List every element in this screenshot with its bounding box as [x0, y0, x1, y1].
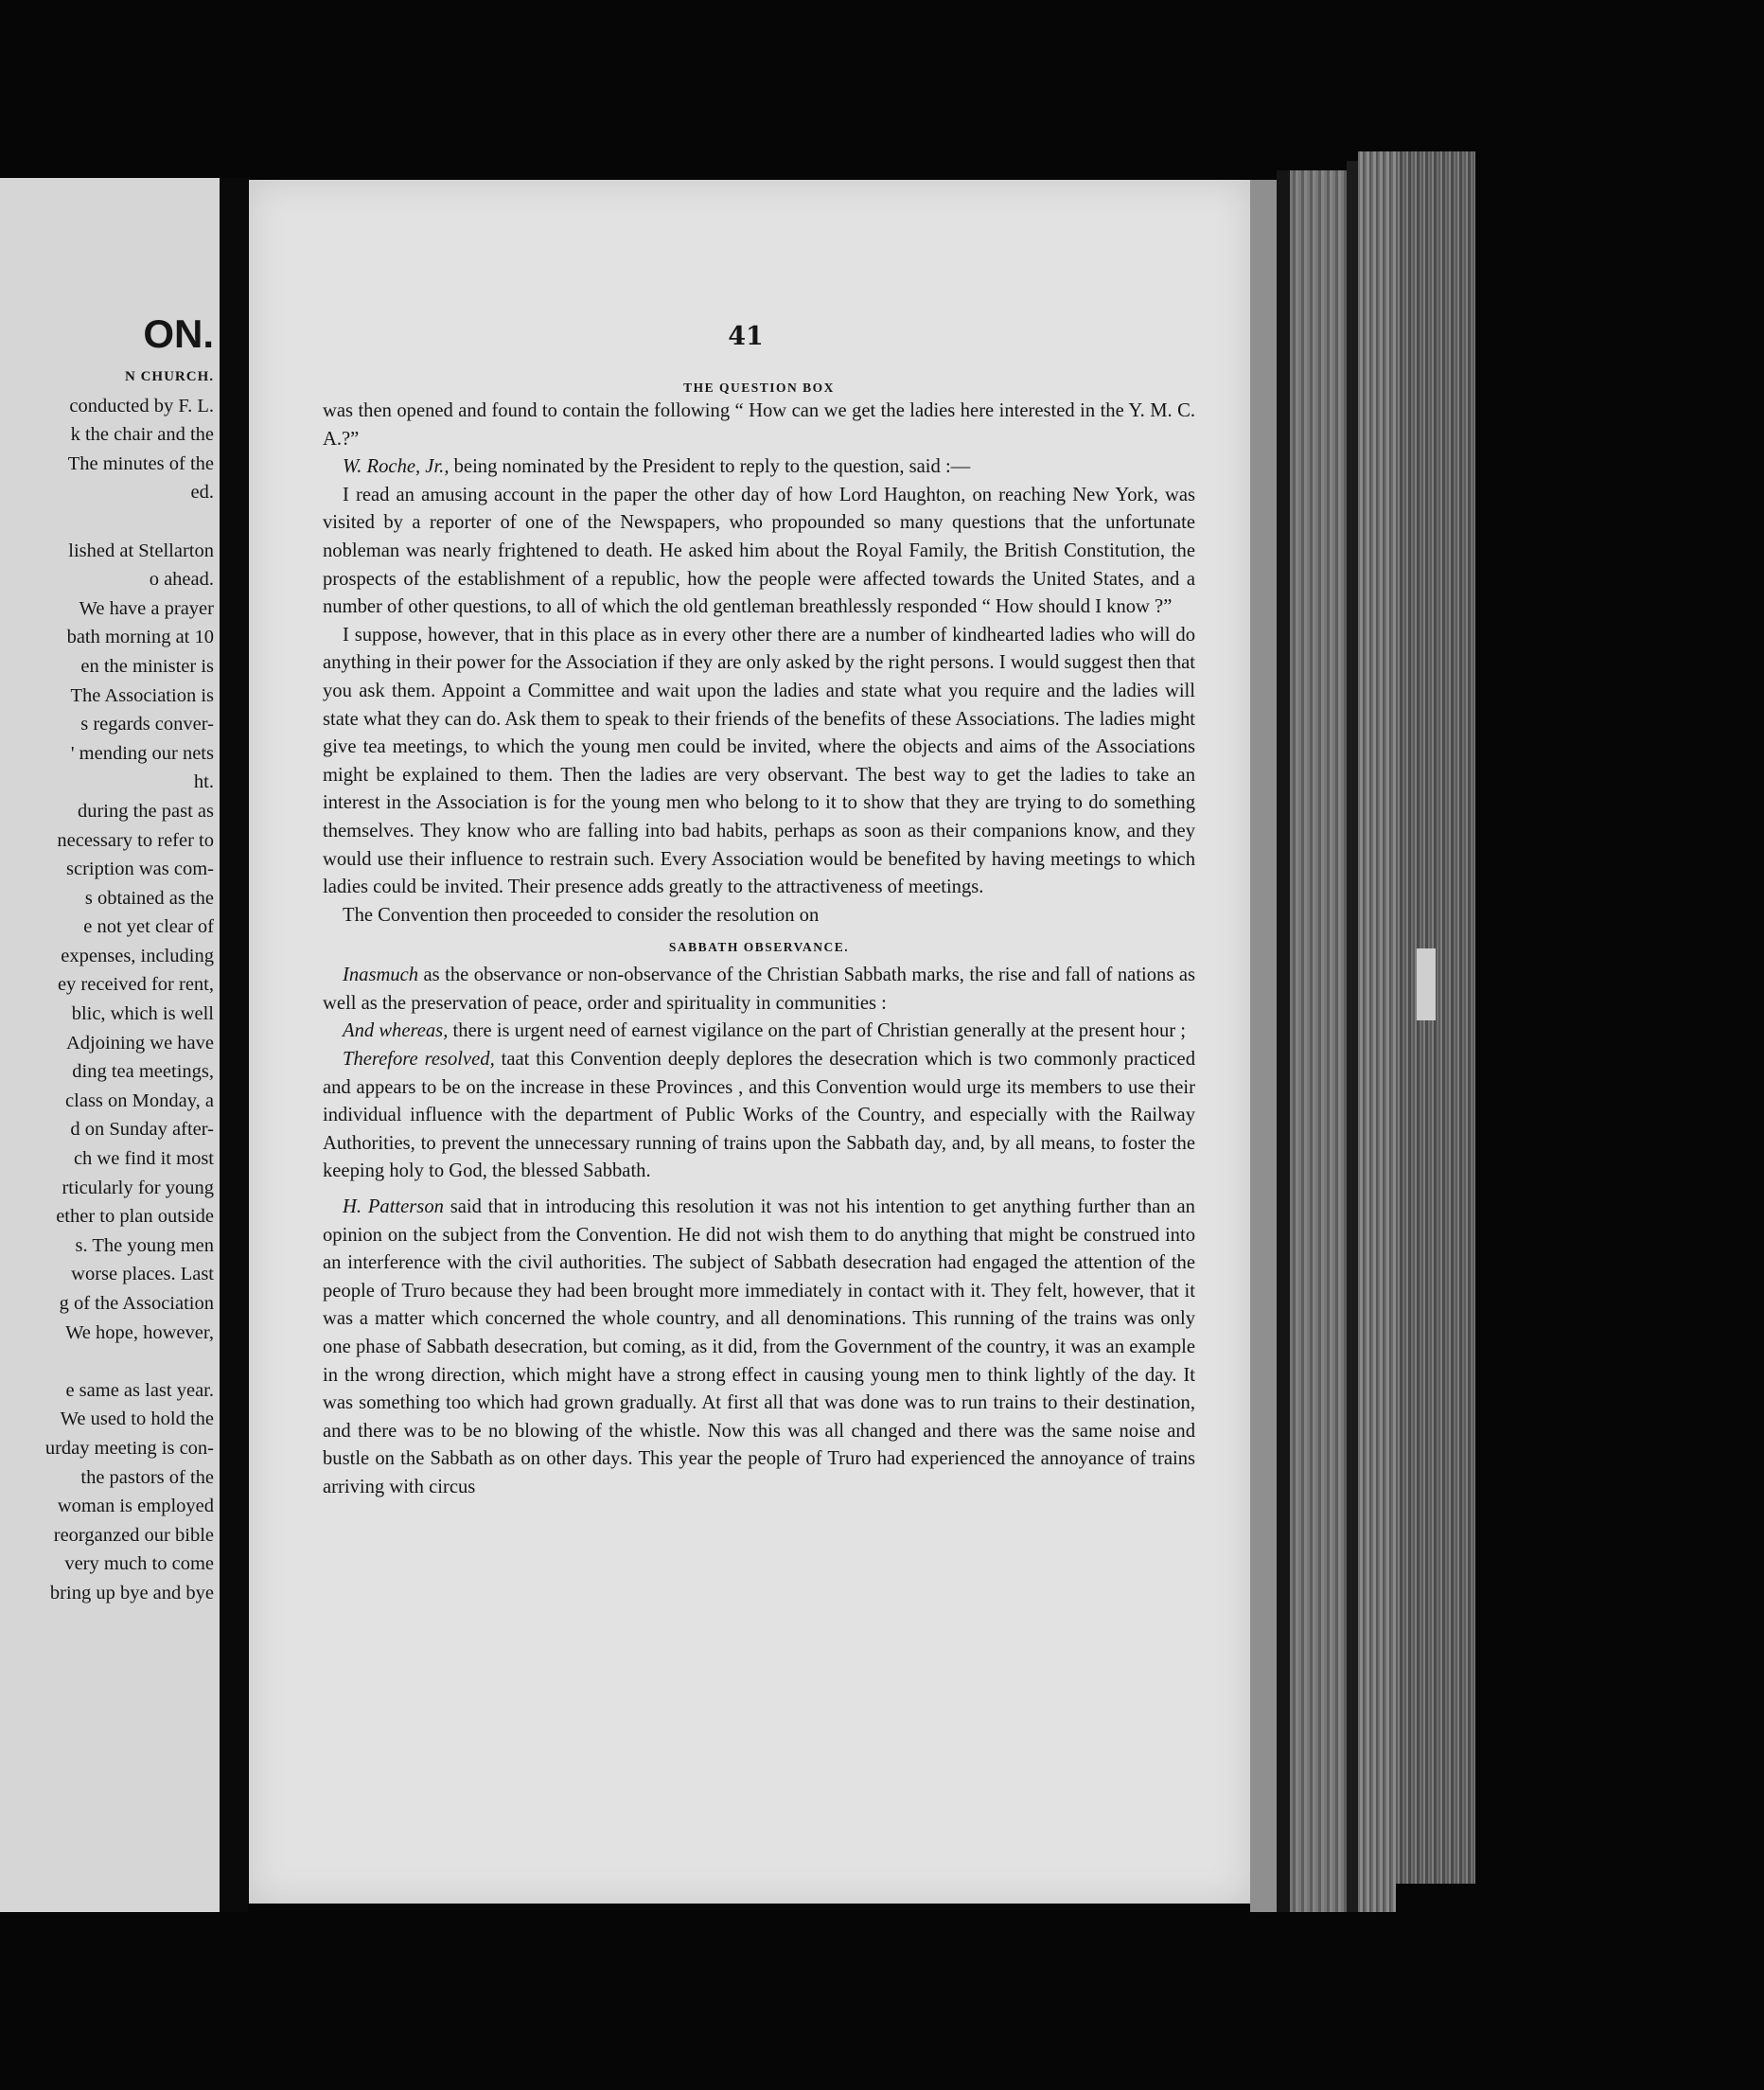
book-gutter — [220, 178, 248, 1912]
left-page-line: k the chair and the — [70, 424, 214, 446]
left-page-line: e same as last year. — [65, 1379, 214, 1401]
section-heading-question-box: THE QUESTION BOX — [683, 381, 835, 395]
paragraph: was then opened and found to contain the following “ How can we get the ladies here interested in the Y. M. C. A.?” — [323, 400, 1195, 450]
left-page-line: d on Sunday after- — [70, 1119, 214, 1141]
speaker-name: W. Roche, Jr., — [343, 456, 450, 478]
left-page-line: class on Monday, a — [65, 1089, 214, 1111]
left-page-line: scription was com- — [66, 859, 214, 880]
paragraph: Inasmuch as the observance or non-observance of the Christian Sabbath marks, the rise and fall of nations as well as the preservation of peace, order and spirituality in communities : — [323, 965, 1195, 1014]
left-page-line: bring up bye and bye — [49, 1582, 214, 1603]
left-page-line: ' mending our nets — [70, 742, 214, 764]
left-page-line: the pastors of the — [80, 1466, 214, 1488]
page-tab-marker — [1417, 948, 1436, 1020]
paragraph: And whereas, there is urgent need of earnest vigilance on the part of Christian generally at the present hour ; — [343, 1020, 1186, 1042]
left-page-line: worse places. Last — [71, 1264, 214, 1285]
left-page-line — [0, 507, 214, 537]
left-page-line: ey received for rent, — [57, 974, 214, 996]
left-page-line: s obtained as the — [84, 887, 214, 909]
paragraph: The Convention then proceeded to consider the resolution on — [343, 904, 820, 926]
left-page-line: ether to plan outside — [56, 1206, 214, 1228]
left-page-line: lished at Stellarton — [68, 540, 214, 561]
left-page-line: ch we find it most — [73, 1148, 214, 1170]
left-page-line: We have a prayer — [79, 597, 214, 619]
left-page-line: reorganzed our bible — [53, 1524, 214, 1546]
paragraph: H. Patterson said that in introducing this resolution it was not his intention to get anything further than an opinion on the subject from the Convention. He did not wish them to do anything that might be construed into an interference with the civil authorities. The subject of Sabbath desecration had engaged the attention of the people of Truro because they had been brought more immediately in contact with it. They felt, however, that it was a matter which concerned the whole country, and all denominations. This running of the trains was only one phase of Sabbath desecration, but coming, as it did, from the Government of the country, it was an example in the wrong direction, which might have a strong effect in causing young men to think lightly of the day. It was something too which had grown gradually. At first all that was done was to run trains to their destination, and there was to be no blowing of the whistle. Now this was all changed and there was the same noise and bustle on the Sabbath as on other days. This year the people of Truro had experienced the annoyance of trains arriving with circus — [323, 1196, 1195, 1497]
paragraph: I suppose, however, that in this place as in every other there are a number of kindhearted ladies who will do anything in their power for the Association if they are only asked by the right persons. I would suggest then that you ask them. Appoint a Committee and wait upon the ladies and state what you require and the ladies will state what they can do. Ask them to speak to their friends of the benefits of these Associations. The ladies might give tea meetings, to which the young men could be invited, where the objects and aims of the Associations might be explained to them. Then the ladies are very observant. The best way to get the ladies to take an interest in the Association is for the young men who belong to it to show that they are trying to do something themselves. They know who are falling into bad habits, perhaps as soon as their companions know, and they would use their influence to restrain such. Every Association would be benefited by having meetings to which ladies could be invited. Their presence adds greatly to the attractiveness of meetings. — [323, 624, 1195, 898]
left-page-line: expenses, including — [61, 945, 214, 966]
left-page-line — [0, 1347, 214, 1376]
left-page-line: during the past as — [77, 800, 214, 822]
left-page-line: ht. — [193, 771, 214, 793]
page-body — [323, 379, 1195, 1502]
left-page-line: The minutes of the — [67, 452, 214, 474]
lead-word: Inasmuch — [343, 965, 419, 986]
left-page-line: s. The young men — [75, 1234, 214, 1256]
left-page-line: ding tea meetings, — [72, 1061, 214, 1083]
left-page-fragment — [0, 178, 220, 1912]
book-page — [249, 180, 1250, 1904]
left-page-line: ON. — [143, 311, 214, 356]
left-page-line: The Association is — [70, 684, 214, 706]
left-page-line: e not yet clear of — [83, 916, 214, 938]
speaker-name: H. Patterson — [343, 1196, 444, 1218]
left-page-line: urday meeting is con- — [44, 1437, 214, 1459]
lead-word: Therefore resolved, — [343, 1049, 495, 1071]
left-page-line: woman is employed — [57, 1496, 214, 1517]
left-page-line: N CHURCH. — [125, 369, 214, 384]
paragraph: Therefore resolved, taat this Convention deeply deplores the desecration which is two commonly practiced and appears to be on the increase in these Provinces , and this Convention would urge its members to use their individual influence with the department of Public Works of the Country, and especially with the Railway Authorities, to prevent the unnecessary running of trains upon the Sabbath day, and, by all means, to foster the keeping holy to God, the blessed Sabbath. — [323, 1049, 1195, 1182]
left-page-line: We used to hold the — [60, 1408, 214, 1430]
left-page-line: s regards conver- — [80, 714, 214, 735]
left-page-line: bath morning at 10 — [66, 627, 214, 648]
left-page-column — [0, 306, 214, 1608]
left-page-line: rticularly for young — [62, 1177, 214, 1198]
paragraph: I read an amusing account in the paper the other day of how Lord Haughton, on reaching New York, was visited by a reporter of one of the Newspapers, who propounded so many questions that the unfortunate nobleman was nearly frightened to death. He asked him about the Royal Family, the British Constitution, the prospects of the establishment of a republic, how the people were affected towards the United States, and a number of other questions, to all of which the old gentleman breathlessly responded “ How should I know ?” — [323, 484, 1195, 618]
left-page-line: Adjoining we have — [66, 1032, 214, 1054]
left-page-line: g of the Association — [59, 1293, 214, 1314]
section-heading-sabbath-observance: SABBATH OBSERVANCE. — [668, 940, 850, 955]
left-page-line: very much to come — [64, 1553, 214, 1575]
book-page-edges — [1250, 151, 1477, 1912]
left-page-line: We hope, however, — [65, 1321, 214, 1343]
left-page-line: blic, which is well — [71, 1003, 214, 1025]
left-page-line: conducted by F. L. — [69, 395, 214, 416]
page-number: 41 — [728, 322, 764, 351]
left-page-line: necessary to refer to — [57, 829, 214, 851]
paragraph: W. Roche, Jr., being nominated by the President to reply to the question, said :— — [343, 456, 971, 478]
left-page-line: ed. — [190, 482, 214, 504]
left-page-line: en the minister is — [80, 655, 214, 677]
lead-word: And whereas, — [343, 1020, 449, 1042]
left-page-line: o ahead. — [149, 569, 214, 591]
